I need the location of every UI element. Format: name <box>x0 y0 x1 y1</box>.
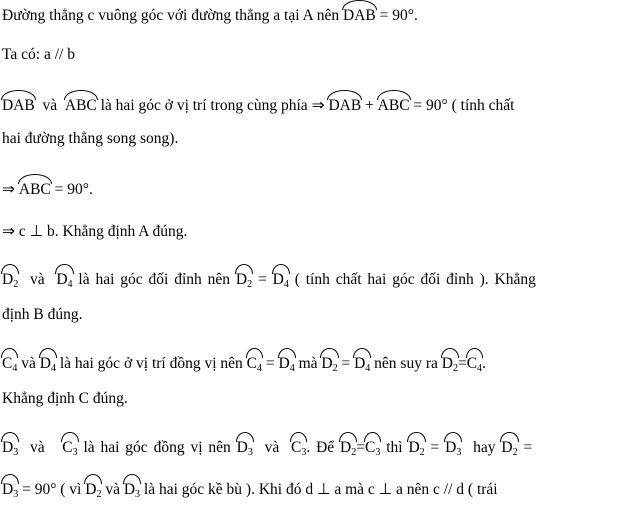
line-2: Ta có: a // b <box>2 46 75 63</box>
angle-d2: $D_2$ <box>501 434 517 456</box>
text: Đường thẳng c vuông góc với đường thẳng a tại A nên <box>2 7 340 24</box>
line-12: $D_3 = 90^\circ$ ( vì $D_2$ và $D_3$ là hai góc kề bù ). Khi đó d ⊥ a mà c ⊥ a nên c // d ( trái <box>2 476 498 499</box>
angle-d3: $D_3$ <box>124 476 140 498</box>
angle-d2: $D_2$ <box>442 350 458 372</box>
angle-d4: $D_4$ <box>56 266 72 288</box>
angle-d2: $D_2$ <box>2 266 18 288</box>
angle-c4: $C_4$ <box>247 350 262 372</box>
angle-dab: DAB <box>2 92 35 114</box>
line-9: $C_4$ và $D_4$ là hai góc ở vị trí đồng vị nên $C_4$ = $D_4$ mà $D_2$ = $D_4$ nên suy ra $D_2=$ $C_4$. <box>2 350 486 373</box>
angle-c3: $C_3$ <box>62 434 77 456</box>
angle-d4: $D_4$ <box>354 350 370 372</box>
angle-c4: $C_4$ <box>2 350 17 372</box>
text: = 90°. <box>379 7 418 24</box>
line-1 <box>2 2 418 25</box>
line-6: ⇒ c ⊥ b. Khẳng định A đúng. <box>2 223 188 240</box>
angle-d4: $D_4$ <box>279 350 295 372</box>
angle-dab: DAB <box>343 2 376 24</box>
line-11: $D_3$ và $C_3$ là hai góc đồng vị nên $D_3$ và $C_3$. Để $D_2=$ $C_3$ thì $D_2$ = $D_3$ hay $D_2$ = <box>2 434 532 457</box>
line-4: hai đường thẳng song song). <box>2 130 179 147</box>
line-3: DAB và ABC là hai góc ở vị trí trong cùng phía ⇒ DAB + ABC = 90° ( tính chất <box>2 92 514 115</box>
angle-c3: $C_3$ <box>291 434 306 456</box>
angle-d4: $D_4$ <box>40 350 56 372</box>
angle-d3: $D_3$ <box>445 434 461 456</box>
angle-d2: $D_2$ <box>236 266 252 288</box>
angle-abc: ABC <box>378 92 410 114</box>
angle-d2: $D_2$ <box>340 434 356 456</box>
angle-abc: ABC <box>65 92 97 114</box>
line-7: $D_2$ và $D_4$ là hai góc đối đỉnh nên $D_2$ = $D_4$ ( tính chất hai góc đối đỉnh ). Khẳng <box>2 266 536 289</box>
angle-d2: $D_2$ <box>408 434 424 456</box>
angle-d3: $D_3$ <box>2 476 18 498</box>
line-10: Khẳng định C đúng. <box>2 390 128 407</box>
angle-abc: ABC <box>19 176 51 198</box>
angle-d4: $D_4$ <box>273 266 289 288</box>
angle-d3: $D_3$ <box>237 434 253 456</box>
angle-d3: $D_3$ <box>2 434 18 456</box>
angle-d2: $D_2$ <box>321 350 337 372</box>
angle-c4: $C_4$ <box>467 350 482 372</box>
line-5: ⇒ ABC = 90°. <box>2 176 93 199</box>
angle-dab: DAB <box>328 92 361 114</box>
line-8: định B đúng. <box>2 306 83 323</box>
angle-d2: $D_2$ <box>85 476 101 498</box>
angle-c3: $C_3$ <box>365 434 380 456</box>
